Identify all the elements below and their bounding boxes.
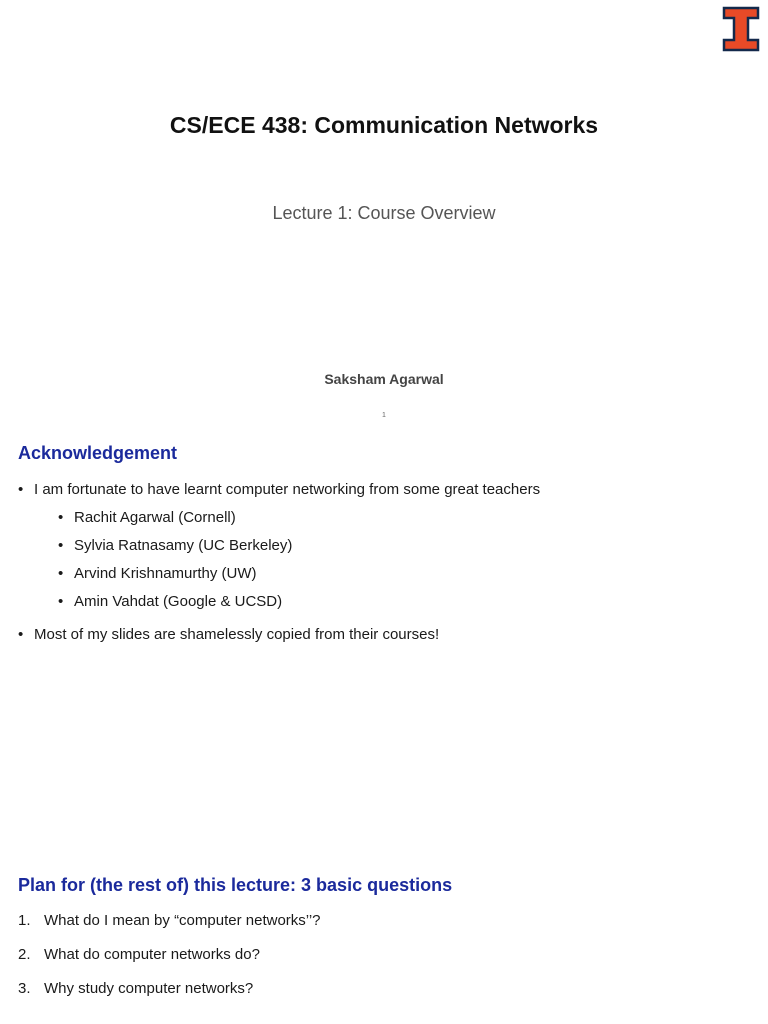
list-item (18, 564, 540, 584)
teacher-name: Sylvia Ratnasamy (UC Berkeley) (74, 537, 293, 554)
slide-title: CS/ECE 438: Communication Networks (169, 112, 599, 138)
acknowledgement-list (18, 480, 540, 645)
question-number: 1. (18, 912, 31, 929)
question-number: 2. (18, 946, 31, 963)
list-item (18, 979, 321, 999)
question-text: What do I mean by “computer networks’’? (44, 912, 321, 929)
page-number: 1 (382, 412, 386, 419)
bullet-dot-icon: • (58, 565, 64, 582)
slide-subtitle: Lecture 1: Course Overview (272, 203, 496, 223)
questions-list (18, 911, 321, 999)
bullet-dot-icon: • (58, 509, 64, 526)
bullet-dot-icon: • (18, 626, 24, 643)
list-item (18, 625, 540, 645)
question-text: Why study computer networks? (44, 980, 254, 997)
closing-text: Most of my slides are shamelessly copied from their courses! (34, 626, 440, 643)
bullet-dot-icon: • (58, 593, 64, 610)
teacher-name: Amin Vahdat (Google & UCSD) (74, 593, 283, 610)
intro-text: I am fortunate to have learnt computer networking from some great teachers (34, 481, 541, 498)
question-number: 3. (18, 980, 31, 997)
teacher-name: Rachit Agarwal (Cornell) (74, 509, 236, 526)
acknowledgement-heading: Acknowledgement (18, 443, 178, 463)
list-item (18, 592, 540, 612)
teacher-name: Arvind Krishnamurthy (UW) (74, 565, 257, 582)
list-item (18, 911, 321, 931)
bullet-dot-icon: • (18, 481, 24, 498)
list-item (18, 480, 540, 500)
list-item (18, 508, 540, 528)
author-name: Saksham Agarwal (324, 371, 444, 387)
bullet-dot-icon: • (58, 537, 64, 554)
plan-heading: Plan for (the rest of) this lecture: 3 basic questions (18, 875, 453, 895)
list-item (18, 536, 540, 556)
illinois-logo-icon (722, 6, 760, 52)
question-text: What do computer networks do? (44, 946, 260, 963)
list-item (18, 945, 321, 965)
